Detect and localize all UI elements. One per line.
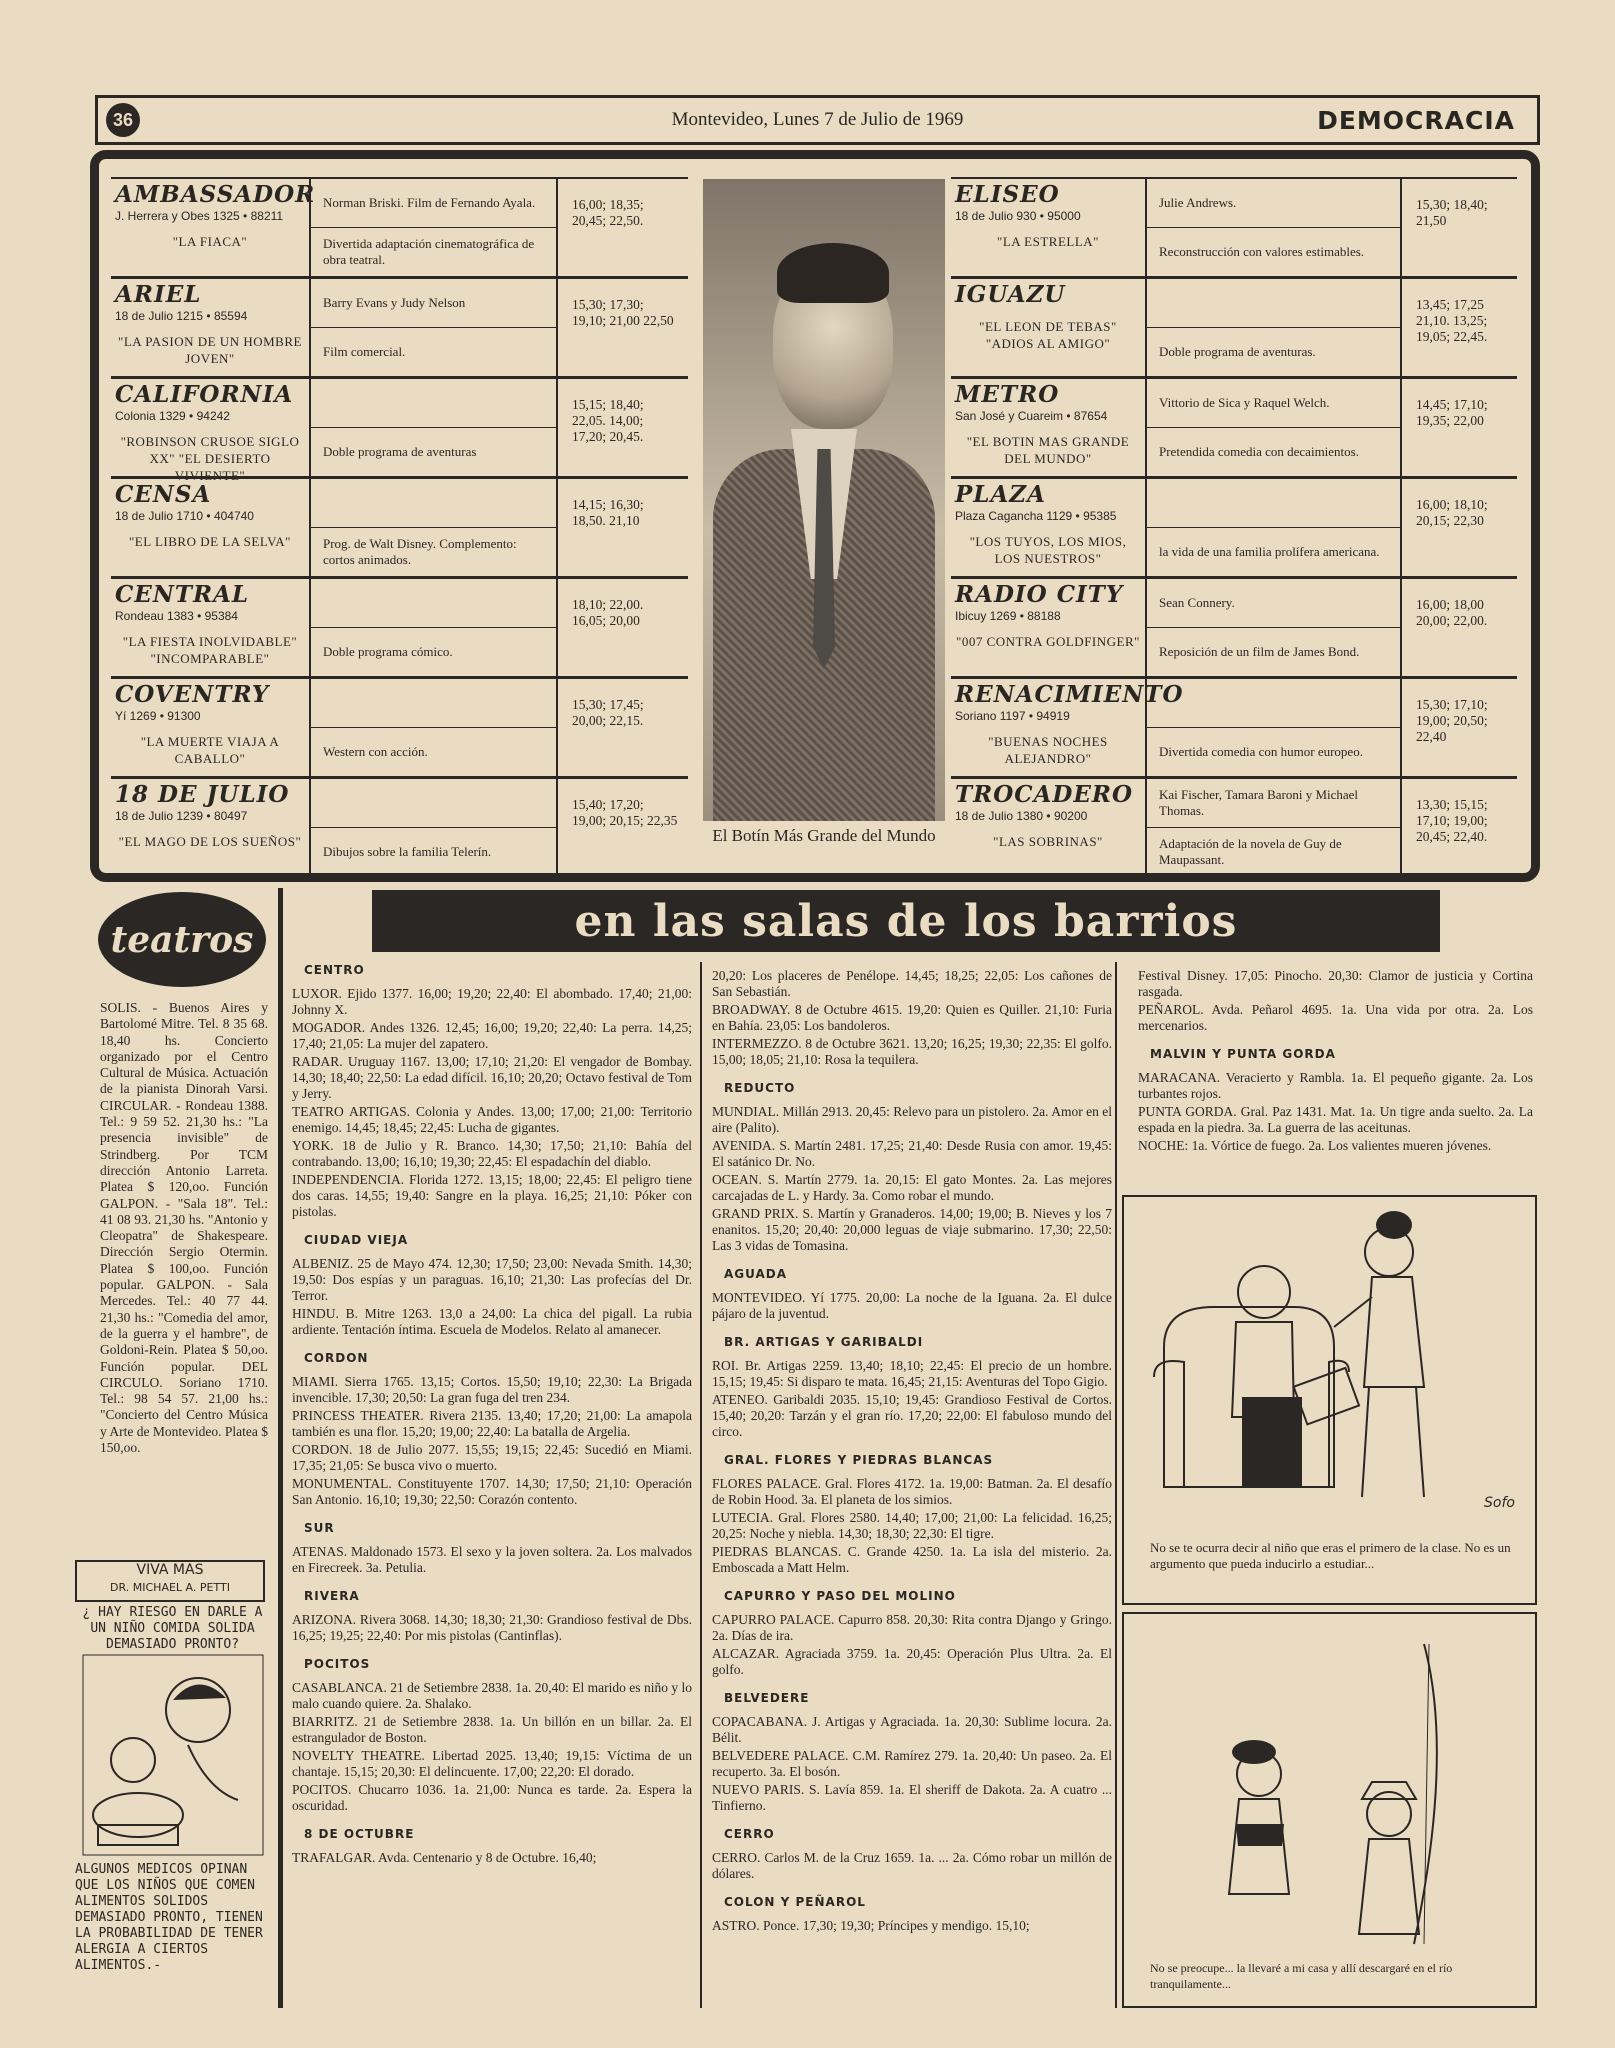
showtimes: 15,30; 18,40; 21,50 (1416, 197, 1488, 228)
neighborhood-heading: RIVERA (304, 1589, 360, 1603)
film-review: la vida de una familia prolífera americana. (1159, 544, 1380, 559)
film-title: "BUENAS NOCHES ALEJANDRO" (988, 734, 1108, 766)
cinema-entry: COPACABANA. J. Artigas y Agraciada. 1a. 20,30: Sublime locura. 2a. Bélit. (712, 1714, 1112, 1745)
neighborhood-heading: POCITOS (304, 1657, 371, 1671)
cartoon-1-drawing (1124, 1197, 1535, 1527)
film-info-cell (311, 279, 558, 376)
film-title: "LOS TUYOS, LOS MIOS, LOS NUESTROS" (969, 534, 1127, 566)
cinema-row (951, 577, 1517, 677)
cinema-entry: GRAND PRIX. S. Martín y Granaderos. 14,00; 19,00; B. Nieves y los 7 enanitos. 15,20; 20,40: 20,000 leguas de viaje submarino. 17,30; 22,50: Las 3 vidas de Tomasina. (712, 1206, 1112, 1253)
neighborhood-heading: COLON Y PEÑAROL (724, 1895, 866, 1909)
cinema-entry: PRINCESS THEATER. Rivera 2135. 13,40; 17,20; 21,00: La amapola también es una flor. 15,20; 19,00; 22,40: La batalla de Argelia. (292, 1408, 692, 1439)
film-cast: Julie Andrews. (1147, 179, 1400, 228)
film-title: "ROBINSON CRUSOE SIGLO XX" "EL DESIERTO VIVIENTE" (120, 434, 300, 483)
cinema-name-cell (111, 179, 316, 276)
cinema-column-right (951, 177, 1517, 877)
neighborhood-heading: SUR (304, 1521, 335, 1535)
cinema-entry: Festival Disney. 17,05: Pinocho. 20,30: Clamor de justicia y Cortina rasgada. (1138, 968, 1533, 999)
cartoon-1-caption: No se te ocurra decir al niño que eras el primero de la clase. No es un argumento que pueda inducirlo a estudiar... (1150, 1540, 1511, 1571)
neighborhood-heading: BELVEDERE (724, 1691, 810, 1705)
cinema-address: Rondeau 1383 • 95384 (115, 609, 238, 623)
neighborhood-heading: CENTRO (304, 963, 365, 977)
cinema-entry: ALCAZAR. Agraciada 3759. 1a. 20,45: Operación Plus Ultra. 2a. El golfo. (712, 1646, 1112, 1677)
cinema-name: RADIO CITY (955, 581, 1124, 608)
neighborhood-heading: MALVIN Y PUNTA GORDA (1150, 1047, 1336, 1061)
cinema-row (111, 577, 688, 677)
showtimes: 15,15; 18,40; 22,05. 14,00; 17,20; 20,45. (572, 397, 644, 444)
cinema-entry: TRAFALGAR. Avda. Centenario y 8 de Octubre. 16,40; (292, 1850, 597, 1865)
cinema-name: IGUAZU (955, 281, 1066, 308)
cinema-entry: RADAR. Uruguay 1167. 13,00; 17,10; 21,20: El vengador de Bombay. 14,30; 18,40; 22,50: La edad difícil. 16,10; 20,20; Octavo festival de Tom y Jerry. (292, 1054, 692, 1101)
cinema-name-cell (111, 679, 311, 776)
cinema-column-left (111, 177, 688, 877)
cinema-entry: INDEPENDENCIA. Florida 1272. 13,15; 18,00; 22,45: El peligro tiene dos caras. 14,55; 19,40: Sangre en la playa. 16,25; 21,10: Póker con pistolas. (292, 1172, 692, 1219)
cinema-row (951, 777, 1517, 877)
cinema-address: Colonia 1329 • 94242 (115, 409, 230, 423)
film-info-cell (311, 779, 558, 876)
cinema-entry: OCEAN. S. Martín 2779. 1a. 20,15: El gato Montes. 2a. Las mejores carcajadas de L. y Hardy. 3a. Como robar el mundo. (712, 1172, 1112, 1203)
viva-mas-answer: ALGUNOS MEDICOS OPINAN QUE LOS NIÑOS QUE COMEN ALIMENTOS SOLIDOS DEMASIADO PRONTO, TIENEN LA PROBABILIDAD DE TENER ALERGIA A CIERTOS ALIMENTOS.- (75, 1862, 263, 1973)
viva-mas-author: DR. MICHAEL A. PETTI (110, 1581, 230, 1594)
showtimes: 15,30; 17,10; 19,00; 20,50; 22,40 (1416, 697, 1488, 744)
cartoon-signature: Sofo (1484, 1495, 1515, 1511)
cinema-address: 18 de Julio 1710 • 404740 (115, 509, 254, 523)
showtimes: 15,30; 17,45; 20,00; 22,15. (572, 697, 644, 728)
cinema-name: AMBASSADOR (115, 181, 316, 208)
cinema-entry: MIAMI. Sierra 1765. 13,15; Cortos. 15,50; 19,10; 22,30: La Brigada invencible. 17,30; 20,50: La gran fuga del tren 234. (292, 1374, 692, 1405)
barrios-column-2 (712, 968, 1112, 1936)
cinema-name-cell (111, 579, 311, 676)
viva-mas-header (75, 1560, 265, 1602)
cinema-row (951, 277, 1517, 377)
cinema-entry: BIARRITZ. 21 de Setiembre 2838. 1a. Un billón en un billar. 2a. El estrangulador de Boston. (292, 1714, 692, 1745)
neighborhood-heading: CAPURRO Y PASO DEL MOLINO (724, 1589, 956, 1603)
cinema-name-cell (951, 479, 1147, 576)
film-cast (311, 379, 556, 428)
film-review: Film comercial. (323, 344, 406, 359)
cinema-entry: NOVELTY THEATRE. Libertad 2025. 13,40; 19,15: Víctima de un chantaje. 15,15; 20,30: El delincuente. 17,00; 22,20: El dorado. (292, 1748, 692, 1779)
cinema-name: TROCADERO (955, 781, 1134, 808)
film-review: Western con acción. (323, 744, 428, 759)
cinema-entry: ATENEO. Garibaldi 2035. 15,10; 19,45: Grandioso Festival de Cortos. 15,40; 20,20: Tarzán y el gran río. 17,20; 22,00: El fabuloso mundo del circo. (712, 1392, 1112, 1439)
showtimes: 14,45; 17,10; 19,35; 22,00 (1416, 397, 1488, 428)
photo-hair (777, 243, 889, 303)
cinema-entry: LUTECIA. Gral. Flores 2580. 14,40; 17,00; 21,00: La felicidad. 16,25; 20,25: Noche y niebla. 14,30; 18,30; 22,30: El tigre. (712, 1510, 1112, 1541)
showtimes: 13,45; 17,25 21,10. 13,25; 19,05; 22,45. (1416, 297, 1488, 344)
film-cast: Norman Briski. Film de Fernando Ayala. (311, 179, 556, 228)
cinema-row (951, 677, 1517, 777)
film-cast (311, 679, 556, 728)
cartoon-2-caption: No se preocupe... la llevaré a mi casa y allí descargaré en el río tranquilamente... (1150, 1961, 1453, 1991)
film-info-cell (311, 379, 558, 476)
cinema-name: 18 DE JULIO (115, 781, 290, 808)
cinema-address: 18 de Julio 930 • 95000 (955, 209, 1081, 223)
film-info-cell (1147, 179, 1402, 276)
cinema-row (111, 477, 688, 577)
column-divider (278, 888, 283, 2008)
page-number: 36 (106, 103, 140, 137)
film-title: "LA FIESTA INOLVIDABLE" "INCOMPARABLE" (122, 634, 298, 666)
cinema-entry: CORDON. 18 de Julio 2077. 15,55; 19,15; 22,45: Sucedió en Miami. 17,35; 21,05: Se busca vivo o muerto. (292, 1442, 692, 1473)
cinema-listings (90, 150, 1540, 882)
film-info-cell (1147, 479, 1402, 576)
cinema-entry: FLORES PALACE. Gral. Flores 4172. 1a. 19,00: Batman. 2a. El desafío de Robin Hood. 3a. El planeta de los simios. (712, 1476, 1112, 1507)
cinema-entry: AVENIDA. S. Martín 2481. 17,25; 21,40: Desde Rusia con amor. 19,45: El satánico Dr. No. (712, 1138, 1112, 1169)
cinema-entry: MOGADOR. Andes 1326. 12,45; 16,00; 19,20; 22,40: La perra. 14,25; 17,40; 21,05: La mujer del zapatero. (292, 1020, 692, 1051)
cinema-entry: HINDU. B. Mitre 1263. 13,0 a 24,00: La chica del pigall. La rubia ardiente. Tentación íntima. Escuela de Modelos. Relato al amanecer. (292, 1306, 692, 1337)
film-cast (311, 579, 556, 628)
showtimes: 15,30; 17,30; 19,10; 21,00 22,50 (572, 297, 674, 328)
film-title: "EL BOTIN MAS GRANDE DEL MUNDO" (966, 434, 1130, 466)
film-cast: Kai Fischer, Tamara Baroni y Michael Thomas. (1147, 779, 1400, 828)
film-cast: Barry Evans y Judy Nelson (311, 279, 556, 328)
cinema-entry: 20,20: Los placeres de Penélope. 14,45; 18,25; 22,05: Los cañones de San Sebastián. (712, 968, 1112, 999)
cinema-address: San José y Cuareim • 87654 (955, 409, 1108, 423)
photo-block (703, 179, 945, 869)
film-title: "LAS SOBRINAS" (993, 834, 1103, 849)
film-info-cell (1147, 279, 1402, 376)
cinema-entry: PUNTA GORDA. Gral. Paz 1431. Mat. 1a. Un tigre anda suelto. 2a. La espada en la piedra. 3a. La guerra de las aceitunas. (1138, 1104, 1533, 1135)
showtimes: 15,40; 17,20; 19,00; 20,15; 22,35 (572, 797, 678, 828)
cinema-entry: POCITOS. Chucarro 1036. 1a. 21,00: Nunca es tarde. 2a. Espera la oscuridad. (292, 1782, 692, 1813)
cinema-entry: BROADWAY. 8 de Octubre 4615. 19,20: Quien es Quiller. 21,10: Furia en Bahía. 23,05: Los bandoleros. (712, 1002, 1112, 1033)
cinema-name-cell (951, 379, 1147, 476)
cinema-name: RENACIMIENTO (955, 681, 1184, 708)
cinema-entry: MUNDIAL. Millán 2913. 20,45: Relevo para un pistolero. 2a. Amor en el aire (Palito). (712, 1104, 1112, 1135)
showtimes: 16,00; 18,10; 20,15; 22,30 (1416, 497, 1488, 528)
cinema-name-cell (111, 279, 311, 376)
neighborhood-heading: CIUDAD VIEJA (304, 1233, 409, 1247)
neighborhood-heading: REDUCTO (724, 1081, 796, 1095)
column-divider (1115, 962, 1117, 2008)
cinema-entry: PIEDRAS BLANCAS. C. Grande 4250. 1a. La isla del misterio. 2a. Emboscada a Matt Helm. (712, 1544, 1112, 1575)
film-cast: Sean Connery. (1147, 579, 1400, 628)
film-review: Reconstrucción con valores estimables. (1159, 244, 1365, 259)
page-header (95, 95, 1540, 145)
cinema-entry: NUEVO PARIS. S. Lavía 859. 1a. El sheriff de Dakota. 2a. A cuatro ... Tinfierno. (712, 1782, 1112, 1813)
film-review: Divertida comedia con humor europeo. (1159, 744, 1363, 759)
film-review: Doble programa de aventuras (323, 444, 477, 459)
column-divider (700, 962, 702, 2008)
film-info-cell (311, 479, 558, 576)
film-review: Prog. de Walt Disney. Complemento: cortos animados. (323, 536, 517, 567)
cinema-address: J. Herrera y Obes 1325 • 88211 (115, 209, 284, 223)
cinema-entry: ATENAS. Maldonado 1573. El sexo y la joven soltera. 2a. Los malvados en Firecreek. 3a. Petulia. (292, 1544, 692, 1575)
film-cast (311, 479, 556, 528)
cinema-name: CENSA (115, 481, 212, 508)
viva-mas-question: ¿ HAY RIESGO EN DARLE A UN NIÑO COMIDA SOLIDA DEMASIADO PRONTO? (82, 1605, 263, 1652)
cinema-name: COVENTRY (115, 681, 270, 708)
film-title: "EL LEON DE TEBAS" "ADIOS AL AMIGO" (979, 319, 1117, 351)
showtimes: 14,15; 16,30; 18,50. 21,10 (572, 497, 644, 528)
actor-photo (703, 179, 945, 821)
cinema-name-cell (951, 679, 1184, 776)
showtimes: 16,00; 18,35; 20,45; 22,50. (572, 197, 644, 228)
cinema-address: 18 de Julio 1380 • 90200 (955, 809, 1088, 823)
film-cast (1147, 279, 1400, 328)
film-cast (1147, 479, 1400, 528)
cinema-entry: MONTEVIDEO. Yí 1775. 20,00: La noche de la Iguana. 2a. El dulce pájaro de la juventud. (712, 1290, 1112, 1321)
cinema-row (111, 777, 688, 877)
cinema-address: 18 de Julio 1239 • 80497 (115, 809, 248, 823)
film-info-cell (311, 179, 558, 276)
cinema-address: Soriano 1197 • 94919 (955, 709, 1070, 723)
film-review: Adaptación de la novela de Guy de Maupassant. (1159, 836, 1342, 867)
showtimes: 13,30; 15,15; 17,10; 19,00; 20,45; 22,40. (1416, 797, 1488, 844)
neighborhood-heading: BR. ARTIGAS Y GARIBALDI (724, 1335, 924, 1349)
film-info-cell (311, 679, 558, 776)
cinema-entry: PEÑAROL. Avda. Peñarol 4695. 1a. Una vida por otra. 2a. Los mercenarios. (1138, 1002, 1533, 1033)
cinema-entry: CAPURRO PALACE. Capurro 858. 20,30: Rita contra Django y Gringo. 2a. Días de ira. (712, 1612, 1112, 1643)
cinema-entry: NOCHE: 1a. Vórtice de fuego. 2a. Los valientes mueren jóvenes. (1138, 1138, 1492, 1153)
cinema-row (111, 677, 688, 777)
masthead: DEMOCRACIA (1317, 105, 1515, 135)
cinema-name: ARIEL (115, 281, 202, 308)
doctor-baby-illustration (78, 1650, 268, 1860)
film-review: Doble programa cómico. (323, 644, 453, 659)
film-title: "LA ESTRELLA" (997, 234, 1099, 249)
cinema-name-cell (111, 379, 311, 483)
barrios-banner: en las salas de los barrios (372, 890, 1440, 952)
film-cast (1147, 679, 1400, 728)
viva-mas-title: VIVA MAS (136, 1562, 204, 1578)
cinema-name-cell (951, 779, 1147, 876)
film-review: Divertida adaptación cinematográfica de obra teatral. (323, 236, 535, 267)
neighborhood-heading: GRAL. FLORES Y PIEDRAS BLANCAS (724, 1453, 994, 1467)
film-title: "EL MAGO DE LOS SUEÑOS" (118, 834, 302, 849)
teatros-listings: SOLIS. - Buenos Aires y Bartolomé Mitre. Tel. 8 35 68. 18,40 hs. Concierto organizado por el Centro Cultural de Música. Actuación de la pianista Dinorah Varsi. CIRCULAR. - Rondeau 1388. Tel.: 9 59 52. 21,30 hs.: "La presencia invisible" de Strindberg. Por TCM dirección Antonio Larreta. Platea $ 120,oo. Función GALPON. - "Sala 18". Tel.: 41 08 93. 21,30 hs. "Antonio y Cleopatra" de Shakespeare. Dirección Sergio Otermin. Platea $ 100,oo. Función popular. GALPON. - Sala Mercedes. Tel.: 40 77 44. 21,30 hs.: "Comedia del amor, de la guerra y el hambre", de Goldoni-Rein. Platea $ 50,oo. Función popular. DEL CIRCULO. Soriano 1710. Tel.: 98 54 57. 21,00 hs.: "Concierto del Centro Música y Arte de Montevideo. Platea $ 150,oo. (100, 1000, 268, 1456)
cinema-entry: TEATRO ARTIGAS. Colonia y Andes. 13,00; 17,00; 21,00: Territorio enemigo. 14,45; 18,45; 22,45: Lucha de gigantes. (292, 1104, 692, 1135)
cinema-row (111, 277, 688, 377)
barrios-column-3 (1138, 968, 1533, 1156)
photo-caption: El Botín Más Grande del Mundo (712, 826, 936, 845)
film-title: "LA PASION DE UN HOMBRE JOVEN" (118, 334, 302, 366)
cinema-entry: MONUMENTAL. Constituyente 1707. 14,30; 17,50; 21,10: Operación San Antonio. 16,10; 19,30; 22,50: Corazón contento. (292, 1476, 692, 1507)
cinema-name-cell (951, 579, 1147, 676)
cinema-name: METRO (955, 381, 1060, 408)
showtimes: 16,00; 18,00 20,00; 22,00. (1416, 597, 1488, 628)
neighborhood-heading: AGUADA (724, 1267, 788, 1281)
barrios-column-1 (292, 950, 692, 1868)
cinema-address: 18 de Julio 1215 • 85594 (115, 309, 248, 323)
film-title: "LA MUERTE VIAJA A CABALLO" (140, 734, 280, 766)
cinema-entry: MARACANA. Veracierto y Rambla. 1a. El pequeño gigante. 2a. Los turbantes rojos. (1138, 1070, 1533, 1101)
cinema-entry: CERRO. Carlos M. de la Cruz 1659. 1a. ... 2a. Cómo robar un millón de dólares. (712, 1850, 1112, 1881)
cinema-address: Plaza Cagancha 1129 • 95385 (955, 509, 1117, 523)
showtimes: 18,10; 22,00. 16,05; 20,00 (572, 597, 644, 628)
cinema-row (111, 177, 688, 277)
cinema-entry: ASTRO. Ponce. 17,30; 19,30; Príncipes y mendigo. 15,10; (712, 1918, 1030, 1933)
film-info-cell (1147, 579, 1402, 676)
cinema-row (111, 377, 688, 483)
teatros-logo: teatros (98, 892, 266, 987)
film-title: "007 CONTRA GOLDFINGER" (956, 634, 1140, 649)
cartoon-2-drawing (1124, 1614, 1535, 1954)
cinema-name-cell (951, 179, 1147, 276)
film-info-cell (311, 579, 558, 676)
cinema-row (951, 177, 1517, 277)
film-info-cell (1147, 779, 1402, 876)
film-review: Reposición de un film de James Bond. (1159, 644, 1360, 659)
cinema-entry: ALBENIZ. 25 de Mayo 474. 12,30; 17,50; 23,00: Nevada Smith. 14,30; 19,50: Dos espías y un paraguas. 16,10; 21,30: Las profecías del Dr. Terror. (292, 1256, 692, 1303)
cinema-entry: YORK. 18 de Julio y R. Branco. 14,30; 17,50; 21,10: Bahía del contrabando. 13,00; 16,10; 19,30; 22,45: El espadachín del diablo. (292, 1138, 692, 1169)
neighborhood-heading: CERRO (724, 1827, 775, 1841)
cinema-address: Ibicuy 1269 • 88188 (955, 609, 1061, 623)
cinema-row (951, 477, 1517, 577)
cartoon-2 (1122, 1612, 1537, 2008)
cinema-name: ELISEO (955, 181, 1060, 208)
cinema-name-cell (951, 279, 1147, 376)
film-info-cell (1147, 679, 1402, 776)
cinema-name-cell (111, 779, 311, 876)
cinema-name: CALIFORNIA (115, 381, 294, 408)
film-cast (311, 779, 556, 828)
film-info-cell (1147, 379, 1402, 476)
neighborhood-heading: 8 DE OCTUBRE (304, 1827, 415, 1841)
film-review: Doble programa de aventuras. (1159, 344, 1316, 359)
cinema-entry: BELVEDERE PALACE. C.M. Ramírez 279. 1a. 20,40: Un paseo. 2a. El recuperto. 3a. El bosón. (712, 1748, 1112, 1779)
cinema-address: Yí 1269 • 91300 (115, 709, 201, 723)
film-title: "LA FIACA" (172, 234, 248, 249)
cinema-entry: ROI. Br. Artigas 2259. 13,40; 18,10; 22,45: El precio de un hombre. 15,15; 19,45: Si disparo te mata. 16,45; 21,15: Aventuras del Topo Gigio. (712, 1358, 1112, 1389)
cinema-name: PLAZA (955, 481, 1046, 508)
cinema-row (951, 377, 1517, 477)
film-cast: Vittorio de Sica y Raquel Welch. (1147, 379, 1400, 428)
cinema-entry: LUXOR. Ejido 1377. 16,00; 19,20; 22,40: El abombado. 17,40; 21,00: Johnny X. (292, 986, 692, 1017)
cinema-entry: ARIZONA. Rivera 3068. 14,30; 18,30; 21,30: Grandioso festival de Dbs. 16,25; 19,25; 22,40: Por mis pistolas (Cantinflas). (292, 1612, 692, 1643)
film-review: Pretendida comedia con decaimientos. (1159, 444, 1359, 459)
film-review: Dibujos sobre la familia Telerín. (323, 844, 492, 859)
cinema-entry: CASABLANCA. 21 de Setiembre 2838. 1a. 20,40: El marido es niño y lo malo cuando quiere. 2a. Shalako. (292, 1680, 692, 1711)
cinema-name-cell (111, 479, 311, 576)
header-date: Montevideo, Lunes 7 de Julio de 1969 (671, 109, 964, 130)
cinema-name: CENTRAL (115, 581, 250, 608)
neighborhood-heading: CORDON (304, 1351, 369, 1365)
cinema-entry: INTERMEZZO. 8 de Octubre 3621. 13,20; 16,25; 19,30; 22,35: El golfo. 15,00; 18,05; 21,10: Rosa la tequilera. (712, 1036, 1112, 1067)
film-title: "EL LIBRO DE LA SELVA" (129, 534, 291, 549)
